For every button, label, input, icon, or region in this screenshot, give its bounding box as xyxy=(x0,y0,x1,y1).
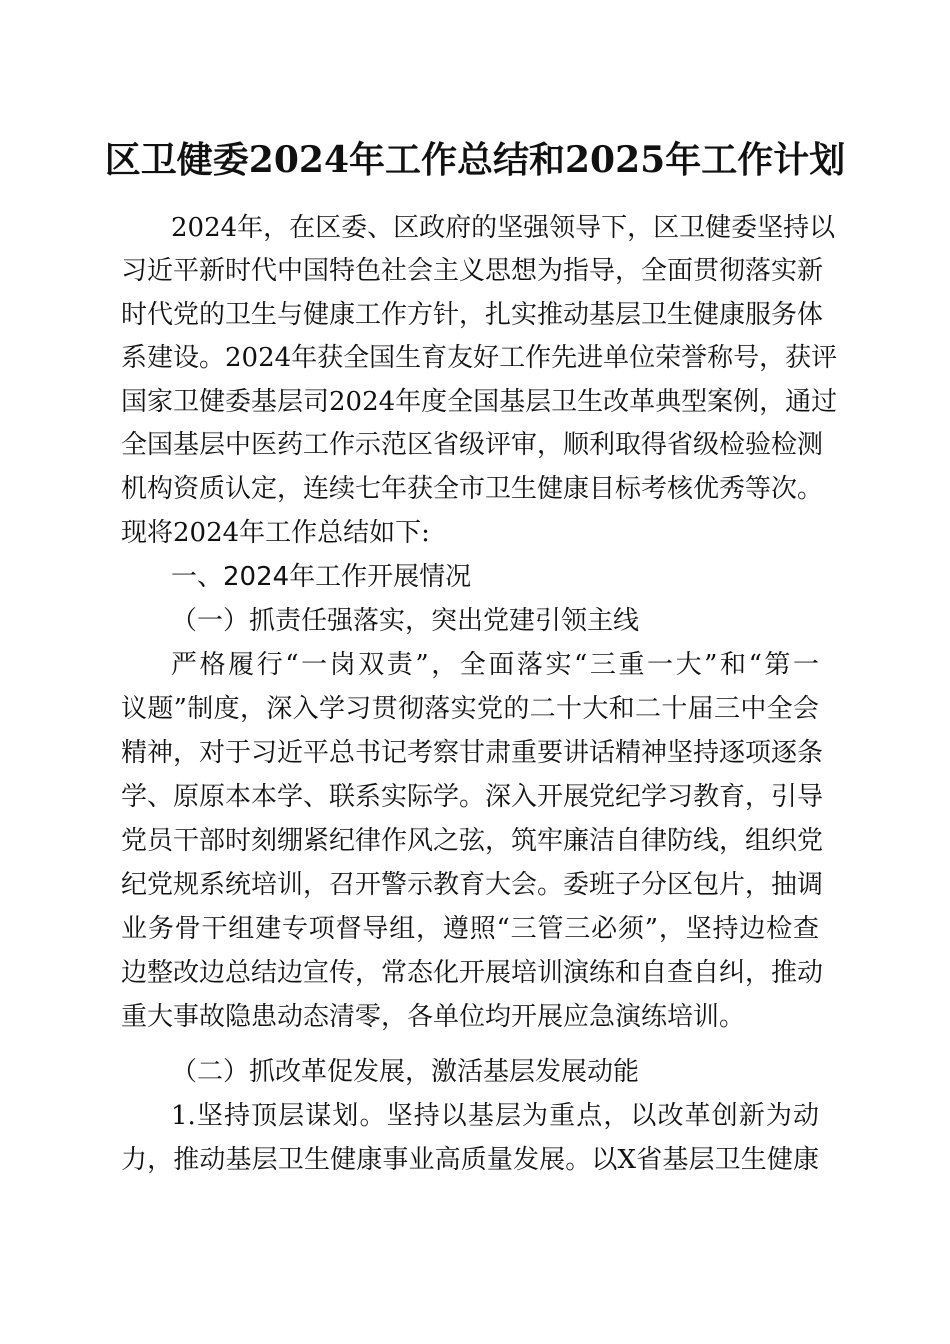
intro-line: 机构资质认定，连续七年获全市卫生健康目标考核优秀等次。 xyxy=(121,474,824,504)
paragraph-line: 1.坚持顶层谋划。坚持以基层为重点，以改革创新为动 xyxy=(171,1101,819,1131)
intro-line: 现将2024年工作总结如下: xyxy=(121,518,430,548)
paragraph-line: 业务骨干组建专项督导组，遵照“三管三必须”，坚持边检查 xyxy=(121,914,819,944)
intro-line: 时代党的卫生与健康工作方针，扎实推动基层卫生健康服务体 xyxy=(121,300,824,330)
paragraph-line: 学、原原本本学、联系实际学。深入开展党纪学习教育，引导 xyxy=(121,782,824,812)
paragraph-line: 边整改边总结边宣传，常态化开展培训演练和自查自纠，推动 xyxy=(121,958,824,988)
intro-line: 国家卫健委基层司2024年度全国基层卫生改革典型案例，通过 xyxy=(121,387,838,417)
paragraph-line: 议题”制度，深入学习贯彻落实党的二十大和二十届三中全会 xyxy=(121,694,819,724)
intro-line: 2024年，在区委、区政府的坚强领导下，区卫健委坚持以 xyxy=(171,213,836,243)
paragraph-line: 纪党规系统培训，召开警示教育大会。委班子分区包片，抽调 xyxy=(121,870,824,900)
section-heading: 一、2024年工作开展情况 xyxy=(171,562,472,592)
intro-line: 系建设。2024年获全国生育友好工作先进单位荣誉称号，获评 xyxy=(121,343,838,373)
intro-line: 全国基层中医药工作示范区省级评审，顺利取得省级检验检测 xyxy=(121,430,824,460)
paragraph-line: 精神，对于习近平总书记考察甘肃重要讲话精神坚持逐项逐条 xyxy=(121,738,824,768)
paragraph-line: 严格履行“一岗双责”，全面落实“三重一大”和“第一 xyxy=(171,650,819,680)
paragraph-line: 党员干部时刻绷紧纪律作风之弦，筑牢廉洁自律防线，组织党 xyxy=(121,826,824,856)
paragraph-line: 重大事故隐患动态清零，各单位均开展应急演练培训。 xyxy=(121,1002,746,1032)
subsection-heading: （二）抓改革促发展，激活基层发展动能 xyxy=(171,1057,640,1087)
document-title: 区卫健委2024年工作总结和2025年工作计划 xyxy=(104,139,846,181)
paragraph-line: 力，推动基层卫生健康事业高质量发展。以X省基层卫生健康 xyxy=(121,1145,819,1175)
subsection-heading: （一）抓责任强落实，突出党建引领主线 xyxy=(171,606,640,636)
intro-line: 习近平新时代中国特色社会主义思想为指导，全面贯彻落实新 xyxy=(121,256,824,286)
